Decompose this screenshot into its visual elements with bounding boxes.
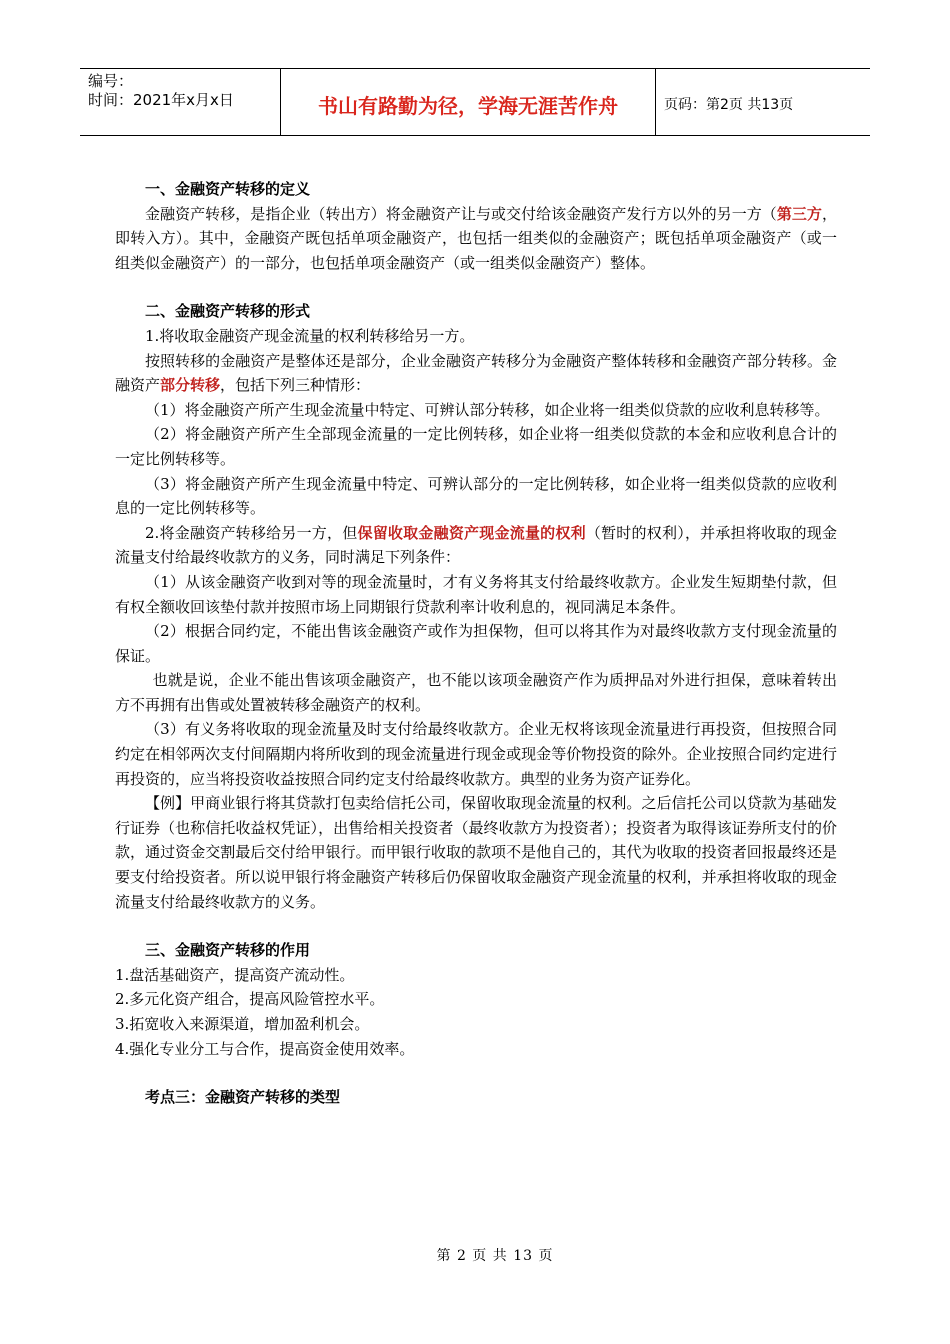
- text-run: 金融资产转移，是指企业（转出方）将金融资产让与或交付给该金融资产发行方以外的另一方（: [145, 204, 777, 223]
- doc-code-label: 编号：: [88, 72, 134, 90]
- partial-transfer-intro: [115, 349, 837, 398]
- text-run: ，包括下列三种情形：: [220, 376, 371, 395]
- case-2: （2）将金融资产所产生全部现金流量的一定比例转移，如企业将一组类似贷款的本金和应收利息合计的一定比例转移等。: [115, 425, 837, 468]
- header-meta: [80, 69, 281, 135]
- section-heading-4: 考点三：金融资产转移的类型: [145, 1088, 341, 1107]
- role-item-1: 1.盘活基础资产，提高资产流动性。: [115, 965, 355, 984]
- text-run: 甲商业银行将其贷款打包卖给信托公司，保留收取现金流量的权利。之后信托公司以贷款为基础发行证券（也称信托收益权凭证），出售给相关投资者（最终收款方为投资者）；投资者为取得该证券所支付的价款，通过资金交割最后交付给甲银行。而甲银行收取的款项不是他自己的，其代为收取的投资者回报最终还是要支付给投资者。所以说甲银行将金融资产转移后仍保留收取金融资产现金流量的权利，并承担将收取的现金流量支付给最终收款方的义务。: [115, 794, 837, 911]
- highlight-retain-rights: 保留收取金融资产现金流量的权利: [357, 523, 586, 542]
- highlight-third-party: 第三方: [776, 204, 822, 223]
- example-tag: 【例】: [145, 794, 191, 813]
- text-run: ，即转入方）。其中，金融资产既包括单项金融资产，也包括一组类似的金融资产；既包括单项金融资产（或一组类似金融资产）的一部分，也包括单项金融资产（或一组类似金融资产）整体。: [115, 204, 837, 272]
- section-heading-2: 二、金融资产转移的形式: [145, 302, 311, 321]
- page-footer: 第 2 页 共 13 页: [436, 1248, 554, 1264]
- condition-2: （2）根据合同约定，不能出售该金融资产或作为担保物，但可以将其作为对最终收款方支付现金流量的保证。: [115, 622, 837, 665]
- form-item-1: 1.将收取金融资产现金流量的权利转移给另一方。: [145, 326, 475, 345]
- header-motto: 书山有路勤为径，学海无涯苦作舟: [281, 69, 656, 135]
- role-item-4: 4.强化专业分工与合作，提高资金使用效率。: [115, 1039, 415, 1058]
- header-page-info: 页码：第2页 共13页: [664, 96, 794, 113]
- doc-time: 时间：2021年x月x日: [88, 91, 234, 109]
- text-run: 按照转移的金融资产是整体还是部分，企业金融资产转移分为金融资产整体转移和金融资产部分转移。金融资产: [115, 351, 837, 395]
- role-item-2: 2.多元化资产组合，提高风险管控水平。: [115, 990, 385, 1009]
- text-run: （暂时的权利），并承担将收取的现金流量支付给最终收款方的义务，同时满足下列条件：: [115, 523, 837, 567]
- case-3: （3）将金融资产所产生现金流量中特定、可辨认部分的一定比例转移，如企业将一组类似贷款的应收利息的一定比例转移等。: [115, 474, 837, 518]
- role-item-3: 3.拓宽收入来源渠道，增加盈利机会。: [115, 1015, 370, 1033]
- section-heading-3: 三、金融资产转移的作用: [145, 941, 311, 960]
- form-item-2: [115, 521, 837, 570]
- condition-1: （1）从该金融资产收到对等的现金流量时，才有义务将其支付给最终收款方。企业发生短期垫付款，但有权全额收回该垫付款并按照市场上同期银行贷款利率计收利息的，视同满足本条件。: [115, 572, 837, 616]
- definition-paragraph: [115, 202, 837, 276]
- text-run: 2.将金融资产转移给另一方，但: [145, 523, 358, 542]
- condition-3: （3）有义务将收取的现金流量及时支付给最终收款方。企业无权将该现金流量进行再投资，但按照合同约定在相邻两次支付间隔期内将所收到的现金流量进行现金或现金等价物投资的除外。企业按照合同约定进行再投资的，应当将投资收益按照合同约定支付给最终收款方。典型的业务为资产证券化。: [115, 720, 837, 788]
- document-body: [115, 177, 837, 1110]
- case-1: （1）将金融资产所产生现金流量中特定、可辨认部分转移，如企业将一组类似贷款的应收利息转移等。: [145, 400, 830, 419]
- section-heading-1: 一、金融资产转移的定义: [145, 180, 311, 198]
- page-header: [80, 68, 870, 136]
- example-paragraph: [115, 791, 837, 914]
- condition-2-note: 也就是说，企业不能出售该项金融资产，也不能以该项金融资产作为质押品对外进行担保，意味着转出方不再拥有出售或处置被转移金融资产的权利。: [115, 671, 837, 714]
- highlight-partial-transfer: 部分转移: [160, 376, 221, 395]
